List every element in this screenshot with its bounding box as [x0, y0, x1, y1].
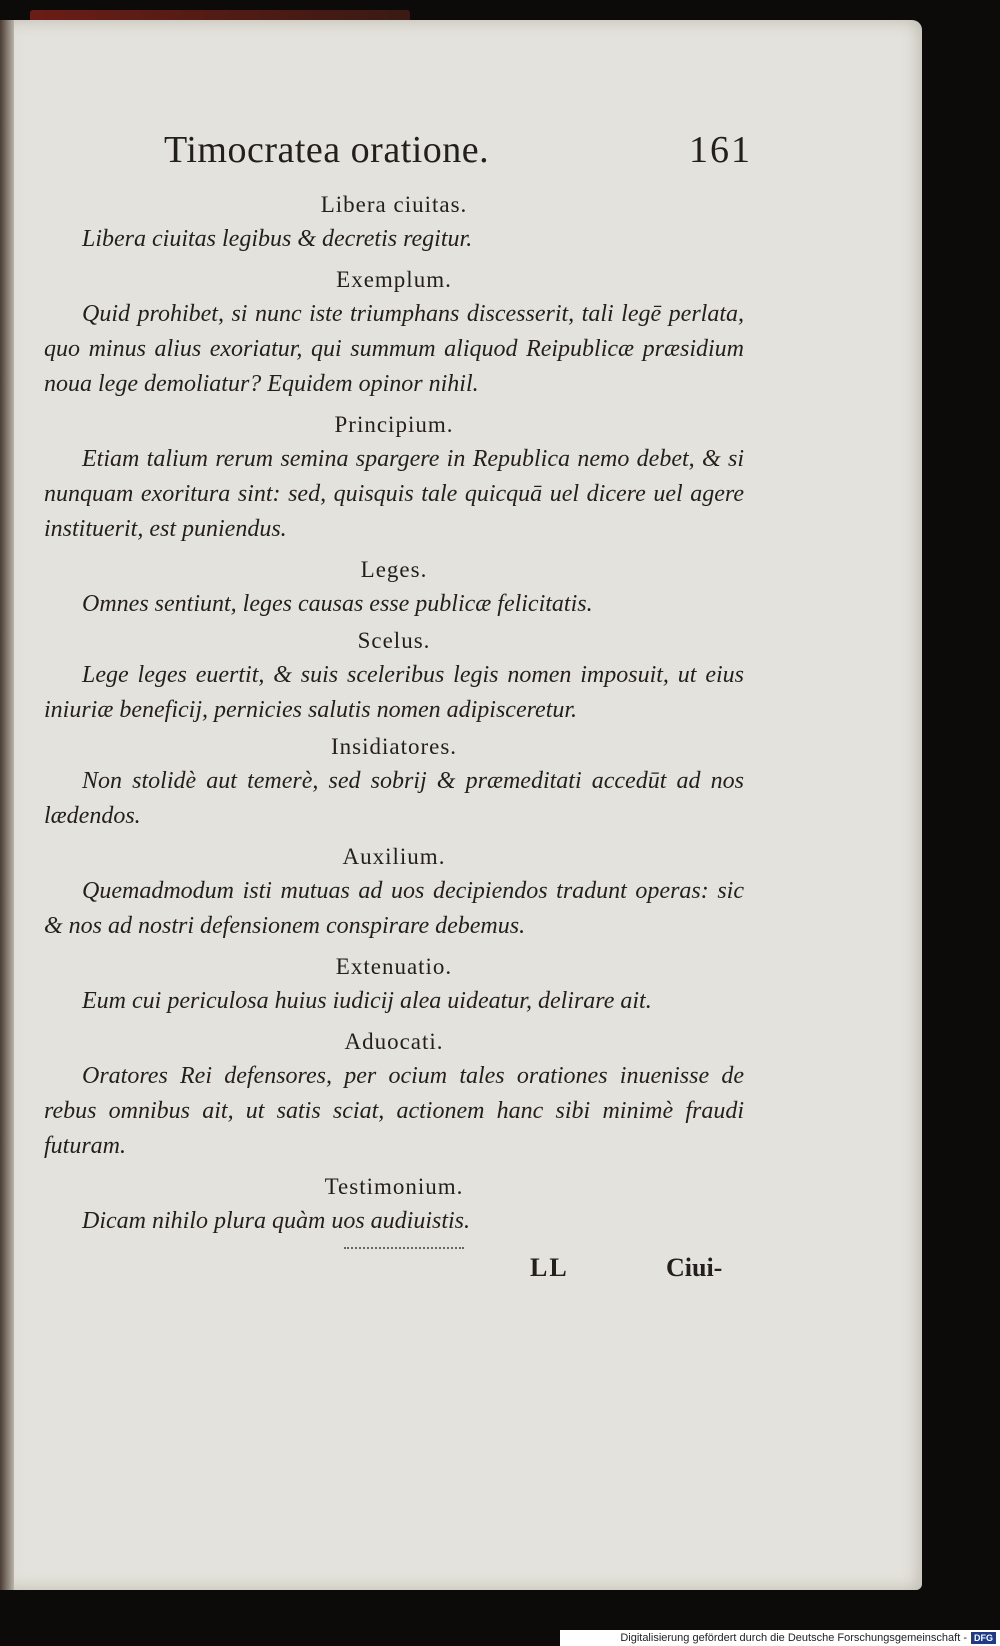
- ornamental-rule: [344, 1247, 464, 1251]
- section-heading: Scelus.: [357, 628, 431, 653]
- section-text: Lege leges euertit, & suis sceleribus legis nomen imposuit, ut eius iniuriæ beneficij, pernicies salutis nomen adipisceretur.: [44, 662, 744, 723]
- section-text: Non stolidè aut temerè, sed sobrij & præmeditati accedūt ad nos lædendos.: [44, 768, 744, 829]
- page-header: [44, 128, 752, 188]
- running-title: Timocratea oratione.: [164, 129, 490, 171]
- page-number: 161: [689, 129, 752, 171]
- section-heading: Aduocati.: [344, 1029, 444, 1054]
- section-extenuatio: [44, 950, 744, 1019]
- credit-text: Digitalisierung gefördert durch die Deutsche Forschungsgemeinschaft -: [620, 1632, 967, 1644]
- page-content: [44, 128, 752, 1285]
- section-insidiatores: [44, 730, 744, 834]
- section-libera-ciuitas: [44, 188, 744, 257]
- section-text: Etiam talium rerum semina spargere in Republica nemo debet, & si nunquam exoritura sint: sed, quisquis tale quicquā uel dicere uel agere instituerit, est puniendus.: [44, 446, 744, 542]
- section-heading: Exemplum.: [336, 267, 452, 292]
- section-scelus: [44, 624, 744, 728]
- section-heading: Leges.: [360, 557, 428, 582]
- section-text: Omnes sentiunt, leges causas esse publicæ felicitatis.: [82, 591, 593, 617]
- section-heading: Principium.: [334, 412, 454, 437]
- section-text: Dicam nihilo plura quàm uos audiuistis.: [82, 1208, 471, 1234]
- catchword: Ciui-: [666, 1253, 723, 1282]
- section-principium: [44, 408, 744, 547]
- section-aduocati: [44, 1025, 744, 1164]
- page-footer: [44, 1245, 744, 1285]
- section-heading: Testimonium.: [324, 1174, 464, 1199]
- signature-mark: LL: [530, 1253, 569, 1282]
- section-leges: [44, 553, 744, 622]
- section-heading: Libera ciuitas.: [320, 192, 468, 217]
- section-text: Oratores Rei defensores, per ocium tales orationes inuenisse de rebus omnibus ait, ut satis sciat, actionem hanc sibi minimè fraudi futuram.: [44, 1063, 744, 1159]
- page-binding-edge: [0, 20, 14, 1590]
- section-text: Libera ciuitas legibus & decretis regitur.: [82, 226, 473, 252]
- section-heading: Insidiatores.: [330, 734, 458, 759]
- section-auxilium: [44, 840, 744, 944]
- dfg-logo: DFG: [971, 1632, 996, 1644]
- digitization-credit: [560, 1630, 1000, 1646]
- section-testimonium: [44, 1170, 744, 1239]
- section-text: Eum cui periculosa huius iudicij alea uideatur, delirare ait.: [82, 988, 652, 1014]
- section-heading: Auxilium.: [342, 844, 446, 869]
- section-text: Quid prohibet, si nunc iste triumphans discesserit, tali legē perlata, quo minus alius exoriatur, qui summum aliquod Reipublicæ præsidium noua lege demoliatur? Equidem opinor nihil.: [44, 301, 744, 397]
- section-exemplum: [44, 263, 744, 402]
- section-heading: Extenuatio.: [335, 954, 453, 979]
- section-text: Quemadmodum isti mutuas ad uos decipiendos tradunt operas: sic & nos ad nostri defensionem conspirare debemus.: [44, 878, 744, 939]
